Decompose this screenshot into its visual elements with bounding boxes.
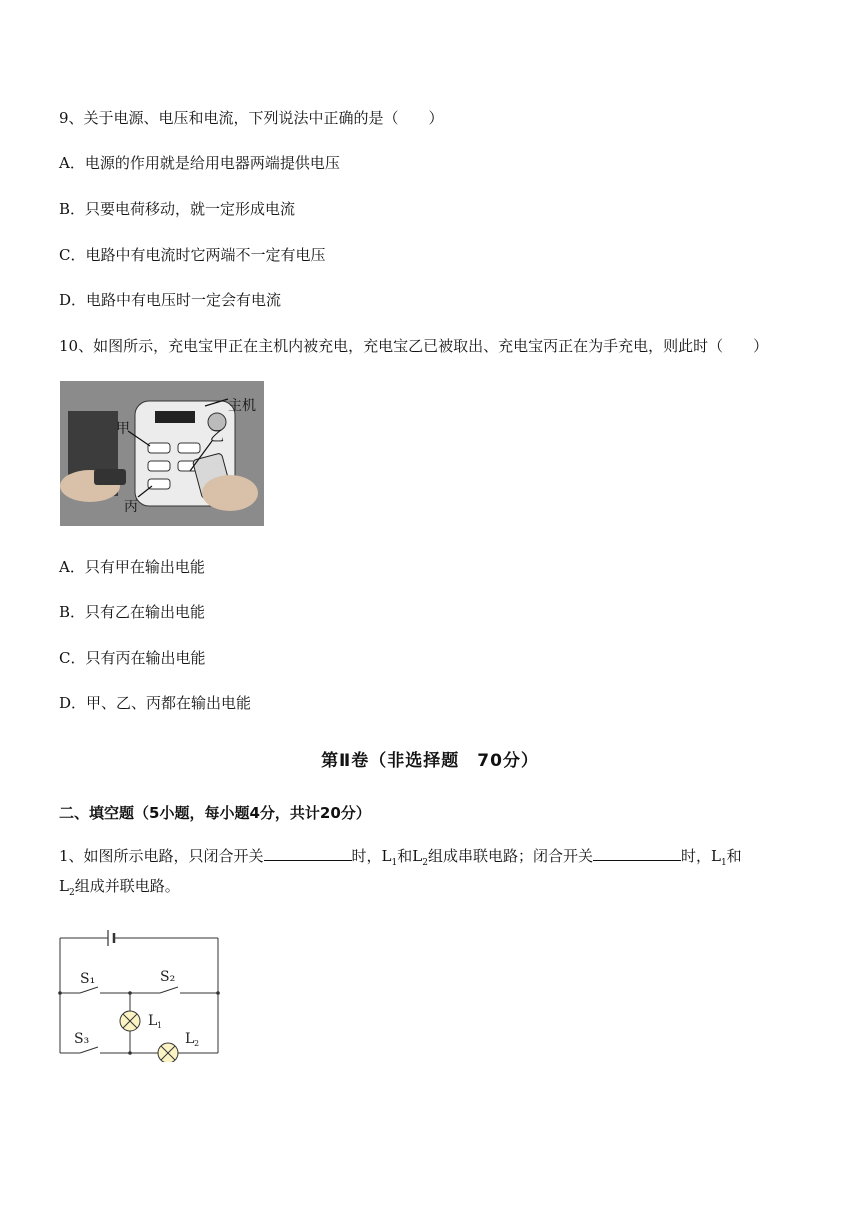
fill1-part6: 和: [726, 847, 742, 865]
label-l2: L: [185, 1031, 195, 1047]
label-jia: 甲: [116, 421, 130, 437]
question-10-option-b: B．只有乙在输出电能: [59, 603, 206, 621]
question-9-option-d: D．电路中有电压时一定会有电流: [59, 291, 282, 309]
label-l1: L: [148, 1013, 158, 1029]
fill-blank-heading: 二、填空题（5小题，每小题4分，共计20分）: [59, 804, 371, 822]
power-bank-photo: [60, 381, 264, 526]
fill1-part3: 和L: [397, 847, 423, 865]
question-9-option-b: B．只要电荷移动，就一定形成电流: [59, 200, 296, 218]
question-10-option-c: C．只有丙在输出电能: [59, 649, 206, 667]
label-s2: S₂: [160, 969, 176, 985]
fill1-sub1: 1: [391, 858, 398, 868]
answer-blank-2[interactable]: [593, 846, 681, 861]
fill1-sub4: 2: [68, 888, 75, 898]
fill1-part2: 时，L: [351, 847, 392, 865]
question-10-option-a: A．只有甲在输出电能: [59, 558, 205, 576]
question-10-stem: 10、如图所示，充电宝甲正在主机内被充电，充电宝乙已被取出、充电宝丙正在为手充电，则此时（ ）: [59, 337, 769, 355]
label-host: 主机: [228, 398, 256, 414]
label-l2-sub: 2: [194, 1039, 200, 1048]
fill1-sub3: 1: [720, 858, 727, 868]
fill1-line2-prefix: L: [59, 877, 69, 895]
fill1-sub2: 2: [422, 858, 428, 868]
label-l1-sub: 1: [157, 1021, 163, 1030]
circuit-diagram: [50, 922, 230, 1062]
label-s1: S₁: [80, 971, 96, 987]
fill-question-1-line1: [59, 846, 742, 873]
fill-question-1-line2: [59, 876, 180, 903]
fill1-part4: 组成串联电路；闭合开关: [427, 847, 593, 865]
section-title: 第Ⅱ卷（非选择题 70分）: [321, 751, 539, 771]
label-s3: S₃: [74, 1031, 90, 1047]
question-10-option-d: D．甲、乙、丙都在输出电能: [59, 694, 252, 712]
answer-blank-1[interactable]: [264, 846, 352, 861]
fill1-line2-rest: 组成并联电路。: [74, 877, 180, 895]
question-9-stem: 9、关于电源、电压和电流，下列说法中正确的是（ ）: [59, 109, 444, 127]
fill1-part1: 1、如图所示电路，只闭合开关: [59, 847, 264, 865]
fill1-part5: 时，L: [680, 847, 721, 865]
question-9-option-a: A．电源的作用就是给用电器两端提供电压: [59, 154, 340, 172]
label-yi: 乙: [210, 429, 224, 445]
question-9-option-c: C．电路中有电流时它两端不一定有电压: [59, 246, 326, 264]
label-bing: 丙: [124, 499, 138, 515]
